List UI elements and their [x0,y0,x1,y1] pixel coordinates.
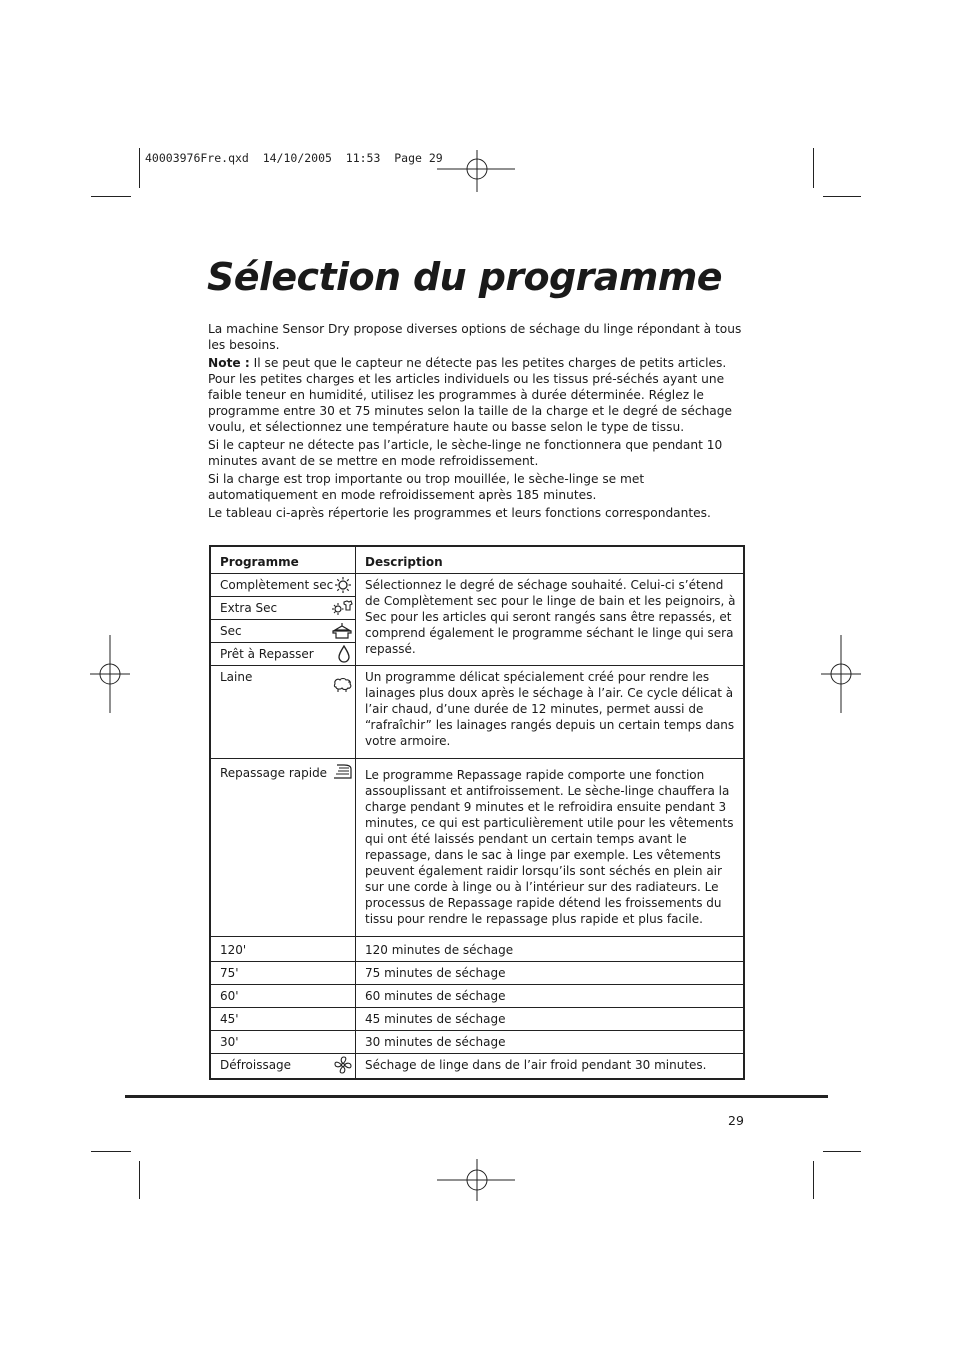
intro-text [208,321,748,523]
intro-paragraph: La machine Sensor Dry propose diverses options de séchage du linge répondant à tous les besoins. [208,322,742,352]
program-cell [210,666,356,759]
footer-rule [125,1095,828,1098]
intro-paragraph: Le tableau ci-après répertorie les programmes et leurs fonctions correspondantes. [208,506,711,520]
table-row [210,1031,744,1054]
table-row [210,1054,744,1079]
program-cell: 75' [210,962,356,985]
description-cell: Un programme délicat spécialement créé pour rendre les lainages plus doux après le séchage à l’air. Ce cycle délicat à l’air chaud, d’une durée de 12 minutes, permet aussi de “rafraîchir” les lainages rangés depuis un certain temps dans votre armoire. [356,666,745,759]
intro-paragraph: Si la charge est trop importante ou trop mouillée, le sèche-linge se met automatiquement en mode refroidissement après 185 minutes. [208,472,645,502]
table-header-row [210,546,744,574]
program-name: Défroissage [220,1058,292,1072]
hanger-shirt-icon [331,622,353,640]
program-cell [210,597,356,620]
description-cell: 60 minutes de séchage [356,985,745,1008]
page-title: Sélection du programme [207,255,722,299]
intro-paragraph: Si le capteur ne détecte pas l’article, le sèche-linge ne fonctionnera que pendant 10 minutes avant de se mettre en mode refroidissement. [208,438,723,468]
program-cell: 30' [210,1031,356,1054]
sun-icon [331,576,353,594]
program-table [209,545,745,1080]
program-cell [210,643,356,666]
table-row [210,937,744,962]
fan-icon [331,1056,353,1074]
program-cell [210,574,356,597]
sheep-icon [331,676,353,694]
registration-mark-top [437,150,517,192]
registration-mark-right [821,635,865,713]
note-label: Note : [208,356,250,370]
program-name: Complètement sec [220,578,334,592]
iron-icon [331,763,353,781]
program-name: Laine [220,670,253,684]
note-paragraph [208,355,748,435]
program-cell: 45' [210,1008,356,1031]
program-name: Repassage rapide [220,766,328,780]
table-row [210,985,744,1008]
program-cell: 60' [210,985,356,1008]
description-cell: Séchage de linge dans de l’air froid pendant 30 minutes. [356,1054,745,1079]
header-description: Description [356,546,745,574]
description-cell: 120 minutes de séchage [356,937,745,962]
header-programme: Programme [210,546,356,574]
program-name: Sec [220,624,242,638]
sun-shirt-icon [331,599,353,617]
table-row [210,574,744,597]
program-cell [210,1054,356,1079]
program-cell: 120' [210,937,356,962]
program-cell [210,759,356,937]
description-cell: 45 minutes de séchage [356,1008,745,1031]
drop-icon [331,645,353,663]
page-number: 29 [728,1113,744,1128]
table-row [210,759,744,937]
registration-mark-bottom [437,1159,517,1201]
table-row [210,666,744,759]
description-cell: Le programme Repassage rapide comporte une fonction assouplissant et antifroissement. Le sèche-linge chauffera la charge pendant 9 minutes et le refroidira ensuite pendant 3 minutes, ce qui est particulièrement utile pour les vêtements qui ont été laissés pendant un certain temps avant le repassage, dans le sac à linge par exemple. Les vêtements peuvent également raidir lorsqu’ils sont séchés en plein air sur une corde à linge ou à l’intérieur sur des radiateurs. Le processus de Repassage rapide détend les froissements du tissu pour rendre le repassage plus rapide et plus facile. [356,759,745,937]
registration-mark-left [88,635,132,713]
table-row [210,962,744,985]
table-row [210,1008,744,1031]
program-name: Prêt à Repasser [220,647,314,661]
note-text: Il se peut que le capteur ne détecte pas les petites charges de petits articles. Pour les petites charges et les articles individuels ou les tissus pré-séchés ayant une faible teneur en humidité, utilisez les programmes à durée déterminée. Réglez le programme entre 30 et 75 minutes selon la taille de la charge et le degré de séchage voulu, et sélectionnez une température haute ou basse selon le type de tissu. [208,356,733,434]
description-cell: Sélectionnez le degré de séchage souhaité. Celui-ci s’étend de Complètement sec pour le linge de bain et les peignoirs, à Sec pour les articles qui seront rangés sans être repassés, et comprend également le programme séchant le linge qui sera repassé. [356,574,745,666]
program-name: Extra Sec [220,601,278,615]
description-cell: 30 minutes de séchage [356,1031,745,1054]
print-slug: 40003976Fre.qxd 14/10/2005 11:53 Page 29 [145,151,443,165]
program-cell [210,620,356,643]
description-cell: 75 minutes de séchage [356,962,745,985]
